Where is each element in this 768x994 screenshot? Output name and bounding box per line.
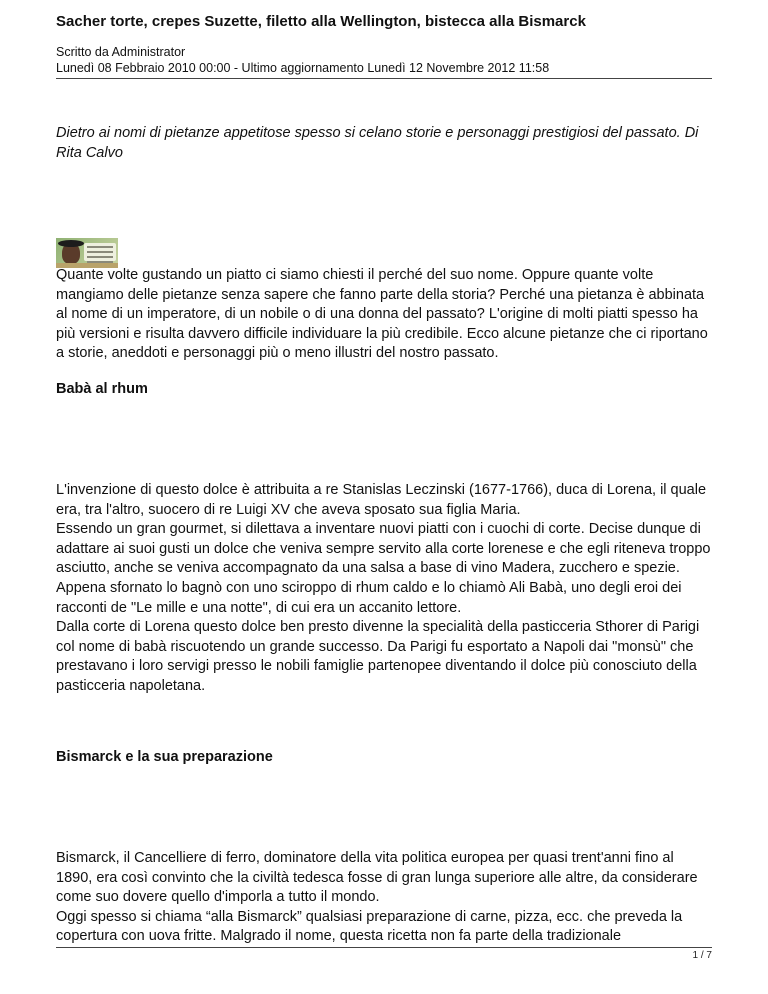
baba-paragraph-2: Essendo un gran gourmet, si dilettava a inventare nuovi piatti con i cuochi di corte. Decise dunque di adattare ai suoi gusti un dolce che veniva sempre servito alla corte lorenese e che egli riteneva troppo asciutto, anche se veniva accompagnato da una salsa a base di vino Madera, zucchero e spezie. Appena sfornato lo bagnò con uno sciroppo di rhum caldo e lo chiamò Ali Babà, uno degli eroi dei racconti de "Le mille e una notte", di cui era un accanito lettore.	[56, 521, 711, 616]
intro-paragraph: Quante volte gustando un piatto ci siamo chiesti il perché del suo nome. Oppure quante volte mangiamo delle pietanze senza sapere che fanno parte della storia? Perché una pietanza è abbinata al nome di un imperatore, di un nobile o di una donna del passato? L'origine di molti piatti spesso ha più versioni e risulta davvero difficile individuare la più credibile. Ecco alcune pietanze che ci riportano a storie, aneddoti e personaggi più o meno illustri del nostro passato.	[56, 267, 708, 362]
author-line: Scritto da Administrator	[56, 45, 186, 59]
section-heading-baba: Babà al rhum	[56, 381, 148, 397]
section-body-bismarck	[56, 849, 712, 947]
section-body-baba	[56, 481, 712, 697]
header-divider	[56, 78, 712, 79]
article-intro: Dietro ai nomi di pietanze appetitose spesso si celano storie e personaggi prestigiosi del passato. Di Rita Calvo	[56, 125, 699, 161]
article-title: Sacher torte, crepes Suzette, filetto alla Wellington, bistecca alla Bismarck	[56, 13, 586, 30]
article-meta	[56, 44, 549, 76]
date-line: Lunedì 08 Febbraio 2010 00:00 - Ultimo aggiornamento Lunedì 12 Novembre 2012 11:58	[56, 61, 550, 75]
bismarck-paragraph-2: Oggi spesso si chiama “alla Bismarck” qualsiasi preparazione di carne, pizza, ecc. che preveda la copertura con uova fritte. Malgrado il nome, questa ricetta non fa parte della tradizionale	[56, 908, 683, 945]
footer-divider	[56, 947, 712, 948]
section-heading-bismarck: Bismarck e la sua preparazione	[56, 749, 273, 765]
baba-paragraph-3: Dalla corte di Lorena questo dolce ben presto divenne la specialità della pasticceria Sthorer di Parigi col nome di babà riscuotendo un grande successo. Da Parigi fu esportato a Napoli dai "monsù" che prestavano i loro servigi presso le nobili famiglie partenopee diventando il dolce più conosciuto della pasticceria napoletana.	[56, 619, 700, 694]
page-number: 1 / 7	[692, 950, 712, 961]
bismarck-paragraph-1: Bismarck, il Cancelliere di ferro, dominatore della vita politica europea per quasi trent'anni fino al 1890, era così convinto che la civiltà tedesca fosse di gran lunga superiore alle altre, da considerare come suo dovere quello d'imporla a tutto il mondo.	[56, 850, 698, 906]
napoleon-thumbnail-icon	[56, 238, 118, 268]
baba-paragraph-1: L'invenzione di questo dolce è attribuita a re Stanislas Leczinski (1677-1766), duca di Lorena, il quale era, tra l'altro, suocero di re Luigi XV che aveva sposato sua figlia Maria.	[56, 482, 707, 518]
